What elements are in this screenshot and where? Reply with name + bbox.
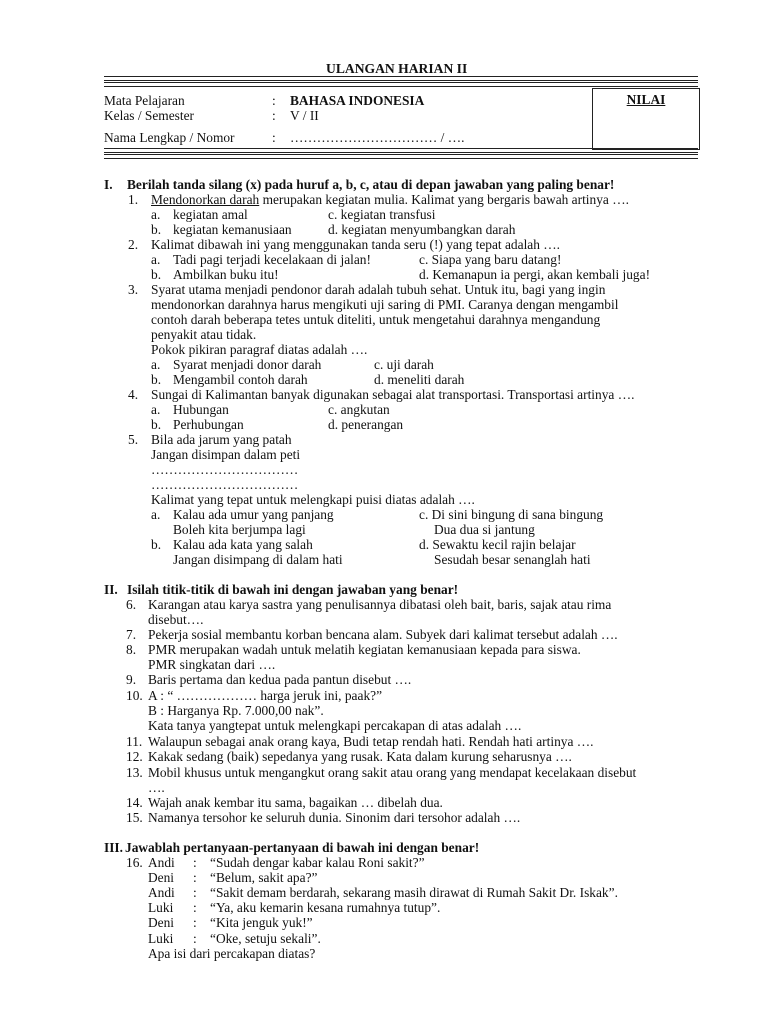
option-d-line-2: Sesudah besar senanglah hati [434, 552, 591, 567]
dialogue-line: “Sudah dengar kabar kalau Roni sakit?” [210, 855, 425, 870]
item-text: Mobil khusus untuk mengangkut orang sakit atau orang yang mendapat kecelakaan disebut [148, 765, 637, 780]
option-d: d. penerangan [328, 417, 404, 432]
question-number: 4. [128, 387, 139, 402]
item-text: Walaupun sebagai anak orang kaya, Budi tetap rendah hati. Rendah hati artinya …. [148, 734, 594, 749]
question-2-text: Kalimat dibawah ini yang menggunakan tanda seru (!) yang tepat adalah …. [151, 237, 561, 252]
option-a: Kalau ada umur yang panjang [173, 507, 334, 522]
option-c-line-2: Dua dua si jantung [434, 522, 535, 537]
option-letter: a. [151, 402, 161, 417]
option-letter: a. [151, 357, 161, 372]
item-text: Pekerja sosial membantu korban bencana alam. Subyek dari kalimat tersebut adalah …. [148, 627, 618, 642]
speaker: Luki [148, 931, 174, 946]
option-a: kegiatan amal [173, 207, 248, 222]
section-1-heading: Berilah tanda silang (x) pada huruf a, b, c, atau di depan jawaban yang paling benar! [127, 177, 615, 192]
question-3-line: mendonorkan darahnya harus mengikuti uji saring di PMI. Caranya dengan mengambil [151, 297, 619, 312]
item-text: disebut…. [148, 612, 204, 627]
item-number: 15. [126, 810, 143, 825]
option-a: Hubungan [173, 402, 229, 417]
option-b: Kalau ada kata yang salah [173, 537, 313, 552]
colon: : [193, 915, 197, 930]
item-text: Namanya tersohor ke seluruh dunia. Sinonim dari tersohor adalah …. [148, 810, 521, 825]
option-c: c. uji darah [374, 357, 434, 372]
item-number: 14. [126, 795, 143, 810]
option-c: c. Di sini bingung di sana bingung [419, 507, 604, 522]
value-kelas-semester: V / II [290, 108, 319, 123]
option-letter: a. [151, 207, 161, 222]
question-4-text: Sungai di Kalimantan banyak digunakan sebagai alat transportasi. Transportasi artinya …. [151, 387, 635, 402]
nilai-box [592, 88, 700, 150]
item-number: 6. [126, 597, 137, 612]
option-d: d. meneliti darah [374, 372, 465, 387]
question-number: 1. [128, 192, 139, 207]
item-text: PMR singkatan dari …. [148, 657, 276, 672]
item-text: Kakak sedang (baik) sepedanya yang rusak. Kata dalam kurung seharusnya …. [148, 749, 572, 764]
option-d: d. Sewaktu kecil rajin belajar [419, 537, 576, 552]
colon: : [272, 130, 276, 145]
item-text: Baris pertama dan kedua pada pantun disebut …. [148, 672, 412, 687]
option-letter: b. [151, 267, 162, 282]
option-a: Syarat menjadi donor darah [173, 357, 322, 372]
value-nama-nomor: …………………………… / …. [290, 130, 465, 145]
option-d: d. kegiatan menyumbangkan darah [328, 222, 516, 237]
speaker: Andi [148, 855, 175, 870]
option-c: c. Siapa yang baru datang! [419, 252, 562, 267]
item-number: 11. [126, 734, 143, 749]
speaker: Andi [148, 885, 175, 900]
question-1-text [151, 192, 629, 207]
colon: : [272, 108, 276, 123]
section-3-heading: Jawablah pertanyaan-pertanyaan di bawah ini dengan benar! [125, 840, 480, 855]
question-number: 3. [128, 282, 139, 297]
option-letter: b. [151, 222, 162, 237]
item-number: 13. [126, 765, 143, 780]
question-16-prompt: Apa isi dari percakapan diatas? [148, 946, 316, 961]
option-a: Tadi pagi terjadi kecelakaan di jalan! [173, 252, 371, 267]
item-text: Karangan atau karya sastra yang penulisannya dibatasi oleh bait, baris, sajak atau rima [148, 597, 612, 612]
question-5-prompt: Kalimat yang tepat untuk melengkapi puisi diatas adalah …. [151, 492, 475, 507]
double-rule-bottom [104, 148, 698, 159]
label-nama-nomor: Nama Lengkap / Nomor [104, 130, 235, 145]
poem-line: Bila ada jarum yang patah [151, 432, 292, 447]
option-b-line-2: Jangan disimpang di dalam hati [173, 552, 343, 567]
colon: : [193, 900, 197, 915]
item-number: 8. [126, 642, 137, 657]
question-1-rest: merupakan kegiatan mulia. Kalimat yang bergaris bawah artinya …. [259, 192, 629, 207]
dialogue-line: “Kita jenguk yuk!” [210, 915, 313, 930]
page-title: ULANGAN HARIAN II [326, 61, 468, 76]
option-b: kegiatan kemanusiaan [173, 222, 292, 237]
option-a-line-2: Boleh kita berjumpa lagi [173, 522, 306, 537]
poem-line: Jangan disimpan dalam peti [151, 447, 301, 462]
item-number: 12. [126, 749, 143, 764]
colon: : [272, 93, 276, 108]
option-b: Mengambil contoh darah [173, 372, 308, 387]
speaker: Luki [148, 900, 174, 915]
double-rule-top [104, 76, 698, 87]
item-text: A : “ ……………… harga jeruk ini, paak?” [148, 688, 383, 703]
option-letter: b. [151, 537, 162, 552]
colon: : [193, 931, 197, 946]
item-text: Wajah anak kembar itu sama, bagaikan … dibelah dua. [148, 795, 443, 810]
question-3-line: Pokok pikiran paragraf diatas adalah …. [151, 342, 368, 357]
underlined-phrase: Mendonorkan darah [151, 192, 260, 207]
colon: : [193, 855, 197, 870]
item-number: 7. [126, 627, 137, 642]
colon: : [193, 885, 197, 900]
option-letter: a. [151, 252, 161, 267]
item-number: 9. [126, 672, 137, 687]
item-number: 16. [126, 855, 143, 870]
poem-blank: …………………………… [151, 462, 299, 477]
dialogue-line: “Sakit demam berdarah, sekarang masih dirawat di Rumah Sakit Dr. Iskak”. [210, 885, 618, 900]
option-letter: b. [151, 417, 162, 432]
section-1-numeral: I. [104, 177, 113, 192]
question-number: 5. [128, 432, 139, 447]
option-c: c. angkutan [328, 402, 390, 417]
dialogue-line: “Ya, aku kemarin kesana rumahnya tutup”. [210, 900, 441, 915]
label-kelas-semester: Kelas / Semester [104, 108, 194, 123]
item-text: …. [148, 780, 165, 795]
section-3-numeral: III. [104, 840, 123, 855]
dialogue-line: “Belum, sakit apa?” [210, 870, 318, 885]
value-mata-pelajaran: BAHASA INDONESIA [290, 93, 425, 108]
poem-blank: …………………………… [151, 477, 299, 492]
option-b: Perhubungan [173, 417, 244, 432]
speaker: Deni [148, 870, 175, 885]
speaker: Deni [148, 915, 175, 930]
section-2-numeral: II. [104, 582, 118, 597]
option-letter: a. [151, 507, 161, 522]
item-text: PMR merupakan wadah untuk melatih kegiatan kemanusiaan kepada para siswa. [148, 642, 581, 657]
section-2-heading: Isilah titik-titik di bawah ini dengan jawaban yang benar! [127, 582, 459, 597]
question-number: 2. [128, 237, 139, 252]
dialogue-line: “Oke, setuju sekali”. [210, 931, 321, 946]
item-number: 10. [126, 688, 143, 703]
label-mata-pelajaran: Mata Pelajaran [104, 93, 185, 108]
nilai-label: NILAI [626, 92, 666, 107]
question-3-line: contoh darah beberapa tetes untuk diteliti, untuk mengetahui darahnya mengandung [151, 312, 601, 327]
colon: : [193, 870, 197, 885]
item-text: B : Harganya Rp. 7.000,00 nak”. [148, 703, 324, 718]
question-3-line: penyakit atau tidak. [151, 327, 257, 342]
option-letter: b. [151, 372, 162, 387]
option-b: Ambilkan buku itu! [173, 267, 279, 282]
item-text: Kata tanya yangtepat untuk melengkapi percakapan di atas adalah …. [148, 718, 522, 733]
option-d: d. Kemanapun ia pergi, akan kembali juga! [419, 267, 651, 282]
option-c: c. kegiatan transfusi [328, 207, 436, 222]
question-3-line: Syarat utama menjadi pendonor darah adalah tubuh sehat. Untuk itu, bagi yang ingin [151, 282, 606, 297]
